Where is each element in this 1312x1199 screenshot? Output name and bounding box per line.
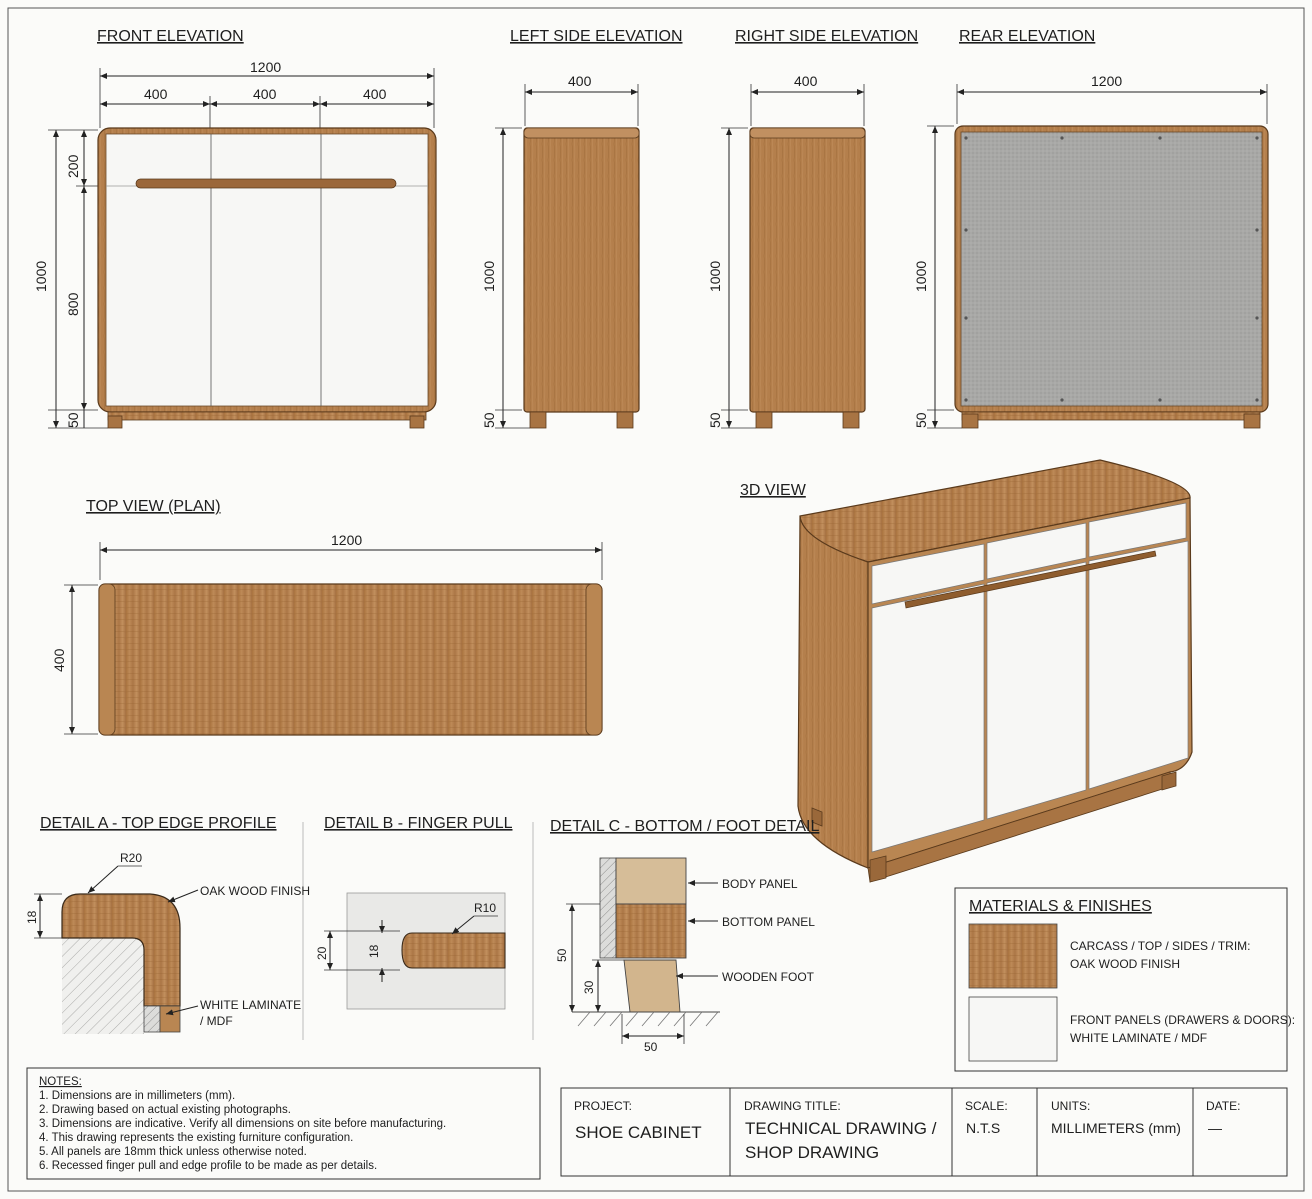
left-height: 1000 [481, 260, 497, 292]
top-view [51, 498, 602, 735]
materials-white-line1: FRONT PANELS (DRAWERS & DOORS): [1070, 1013, 1296, 1027]
right-height: 1000 [707, 260, 723, 292]
front-plinth-height: 50 [65, 412, 81, 428]
materials-wood-line2: OAK WOOD FINISH [1070, 957, 1181, 971]
materials-white-line2: WHITE LAMINATE / MDF [1070, 1031, 1208, 1045]
front-door-height: 800 [65, 292, 81, 316]
front-col2-width: 400 [253, 86, 277, 102]
top-depth: 400 [51, 648, 67, 672]
detail-a-radius: R20 [120, 851, 143, 865]
left-side-title: LEFT SIDE ELEVATION [510, 28, 683, 45]
project-label: PROJECT: [574, 1099, 633, 1113]
note-6: 6. Recessed finger pull and edge profile to be made as per details. [39, 1160, 378, 1172]
rear-width: 1200 [1091, 73, 1123, 89]
detail-c-foot-width: 50 [644, 1040, 658, 1054]
detail-b-radius: R10 [474, 901, 497, 915]
white-swatch [969, 997, 1057, 1061]
detail-a-laminate-label: WHITE LAMINATE [200, 998, 302, 1012]
note-5: 5. All panels are 18mm thick unless otherwise noted. [39, 1146, 307, 1158]
detail-c-title: DETAIL C - BOTTOM / FOOT DETAIL [550, 818, 820, 835]
detail-c-total-height: 50 [555, 948, 569, 962]
front-col3-width: 400 [363, 86, 387, 102]
note-4: 4. This drawing represents the existing furniture configuration. [39, 1132, 354, 1144]
drawing-title-line2: SHOP DRAWING [745, 1143, 880, 1162]
project-value: SHOE CABINET [575, 1123, 702, 1142]
note-2: 2. Drawing based on actual existing photographs. [39, 1104, 291, 1116]
materials-legend [955, 888, 1295, 1071]
oak-swatch [969, 924, 1057, 988]
detail-c-foot-label: WOODEN FOOT [722, 970, 814, 984]
detail-a [25, 815, 310, 1040]
drawing-title-line1: TECHNICAL DRAWING / [745, 1119, 937, 1138]
detail-a-thickness: 18 [25, 910, 39, 924]
note-1: 1. Dimensions are in millimeters (mm). [39, 1090, 236, 1102]
detail-c [550, 818, 819, 1054]
detail-b-title: DETAIL B - FINGER PULL [324, 815, 513, 832]
detail-a-mdf-label: / MDF [200, 1014, 233, 1028]
notes-box [27, 1068, 540, 1179]
units-label: UNITS: [1051, 1099, 1091, 1113]
scale-label: SCALE: [965, 1099, 1008, 1113]
detail-b [315, 815, 533, 1040]
front-elevation-title: FRONT ELEVATION [97, 28, 244, 45]
rear-plinth-height: 50 [913, 412, 929, 428]
detail-b-outer: 20 [315, 946, 329, 960]
date-label: DATE: [1206, 1099, 1241, 1113]
units-value: MILLIMETERS (mm) [1051, 1120, 1181, 1136]
left-side-elevation [481, 28, 683, 428]
note-3: 3. Dimensions are indicative. Verify all dimensions on site before manufacturing. [39, 1118, 447, 1130]
front-height: 1000 [33, 260, 49, 292]
rear-height: 1000 [913, 260, 929, 292]
scale-value: N.T.S [966, 1120, 1001, 1136]
front-drawer-height: 200 [65, 154, 81, 178]
title-block [561, 1088, 1287, 1176]
materials-title: MATERIALS & FINISHES [969, 898, 1152, 915]
left-width: 400 [568, 73, 592, 89]
right-side-title: RIGHT SIDE ELEVATION [735, 28, 919, 45]
top-view-title: TOP VIEW (PLAN) [86, 498, 221, 515]
detail-a-title: DETAIL A - TOP EDGE PROFILE [40, 815, 277, 832]
left-plinth-height: 50 [481, 412, 497, 428]
right-plinth-height: 50 [707, 412, 723, 428]
finger-pull-front [136, 179, 396, 188]
detail-c-foot-height: 30 [582, 980, 596, 994]
front-elevation [33, 28, 436, 428]
iso-view-title: 3D VIEW [740, 482, 806, 499]
detail-c-body-label: BODY PANEL [722, 877, 798, 891]
front-col1-width: 400 [144, 86, 168, 102]
rear-elevation [913, 28, 1268, 428]
detail-c-bottom-label: BOTTOM PANEL [722, 915, 815, 929]
rear-title: REAR ELEVATION [959, 28, 1096, 45]
right-side-elevation [707, 28, 918, 428]
materials-wood-line1: CARCASS / TOP / SIDES / TRIM: [1070, 939, 1251, 953]
top-width: 1200 [331, 532, 363, 548]
drawing-title-label: DRAWING TITLE: [744, 1099, 841, 1113]
date-value: — [1208, 1120, 1222, 1136]
right-width: 400 [794, 73, 818, 89]
rear-back-panel [961, 132, 1262, 406]
notes-title: NOTES: [39, 1076, 82, 1088]
detail-a-wood-label: OAK WOOD FINISH [200, 884, 311, 898]
front-overall-width: 1200 [250, 59, 282, 75]
detail-b-inner: 18 [367, 944, 381, 958]
